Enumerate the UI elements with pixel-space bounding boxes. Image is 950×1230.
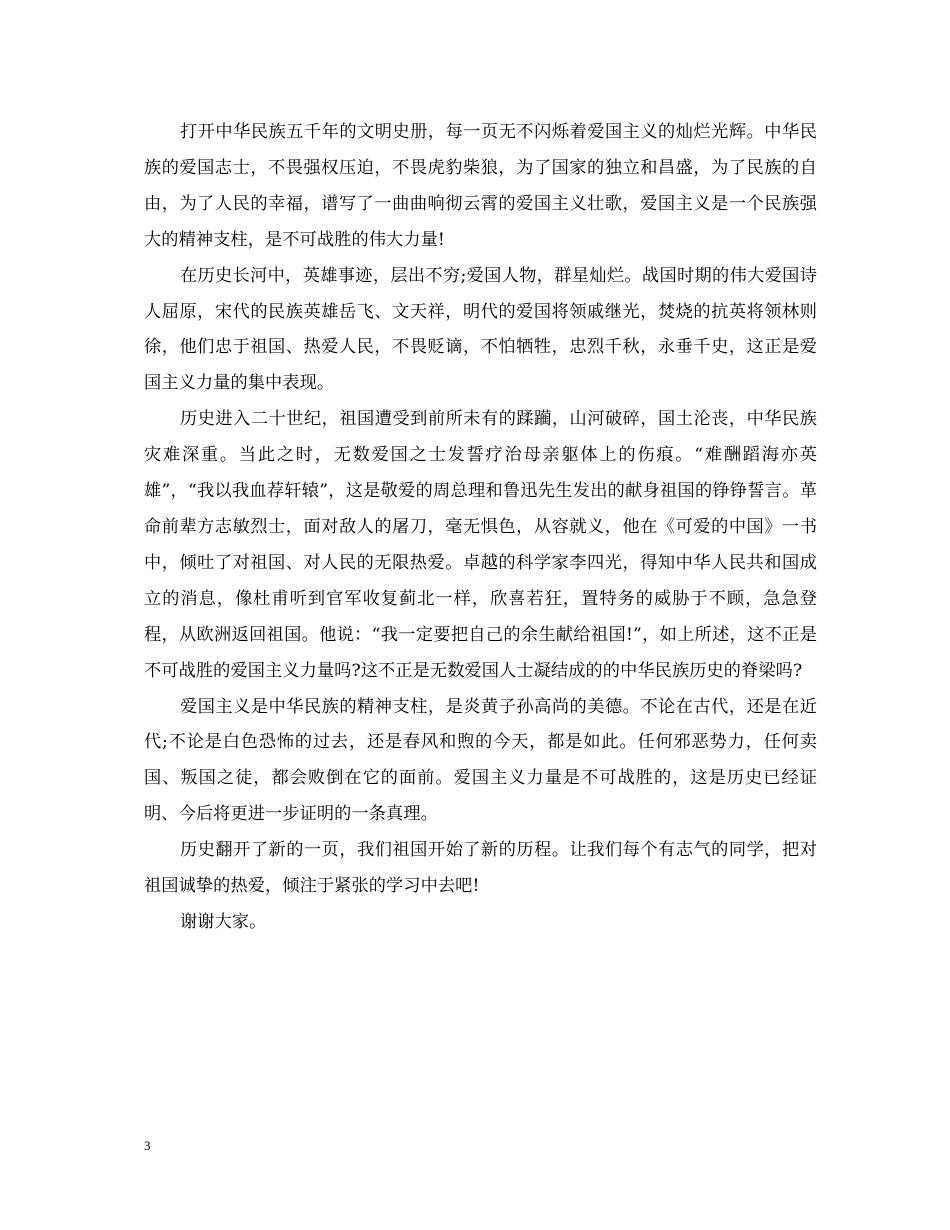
paragraph-3: 历史进入二十世纪，祖国遭受到前所未有的蹂躏，山河破碎，国土沦丧，中华民族灾难深重。当此之时，无数爱国之士发誓疗治母亲躯体上的伤痕。“难酬蹈海亦英雄”，“我以我血荐轩辕”，这是敬爱的周总理和鲁迅先生发出的献身祖国的铮铮誓言。革命前辈方志敏烈士，面对敌人的屠刀，毫无惧色，从容就义，他在《可爱的中国》一书中，倾吐了对祖国、对人民的无限热爱。卓越的科学家李四光，得知中华人民共和国成立的消息，像杜甫听到官军收复蓟北一样，欣喜若狂，置特务的威胁于不顾，急急登程，从欧洲返回祖国。他说：“我一定要把自己的余生献给祖国!”，如上所述，这不正是不可战胜的爱国主义力量吗?这不正是无数爱国人士凝结成的的中华民族历史的脊梁吗?	[144, 409, 817, 681]
paragraph-4: 爱国主义是中华民族的精神支柱，是炎黄子孙高尚的美德。不论在古代，还是在近代;不论是白色恐怖的过去，还是春风和煦的今天，都是如此。任何邪恶势力，任何卖国、叛国之徒，都会败倒在它的面前。爱国主义力量是不可战胜的，这是历史已经证明、今后将更进一步证明的一条真理。	[144, 696, 817, 825]
speech-body	[144, 115, 817, 941]
paragraph-5: 历史翻开了新的一页，我们祖国开始了新的历程。让我们每个有志气的同学，把对祖国诚挚的热爱，倾注于紧张的学习中去吧!	[144, 840, 817, 897]
page-number: 3	[144, 1138, 151, 1153]
paragraph-2: 在历史长河中，英雄事迹，层出不穷;爱国人物，群星灿烂。战国时期的伟大爱国诗人屈原，宋代的民族英雄岳飞、文天祥，明代的爱国将领戚继光，焚烧的抗英将领林则徐，他们忠于祖国、热爱人民，不畏贬谪，不怕牺牲，忠烈千秋，永垂千史，这正是爱国主义力量的集中表现。	[144, 265, 817, 394]
closing-line: 谢谢大家。	[180, 911, 267, 932]
paragraph-1: 打开中华民族五千年的文明史册，每一页无不闪烁着爱国主义的灿烂光辉。中华民族的爱国志士，不畏强权压迫，不畏虎豹柴狼，为了国家的独立和昌盛，为了民族的自由，为了人民的幸福，谱写了一曲曲响彻云霄的爱国主义壮歌，爱国主义是一个民族强大的精神支柱，是不可战胜的伟大力量!	[144, 122, 817, 250]
